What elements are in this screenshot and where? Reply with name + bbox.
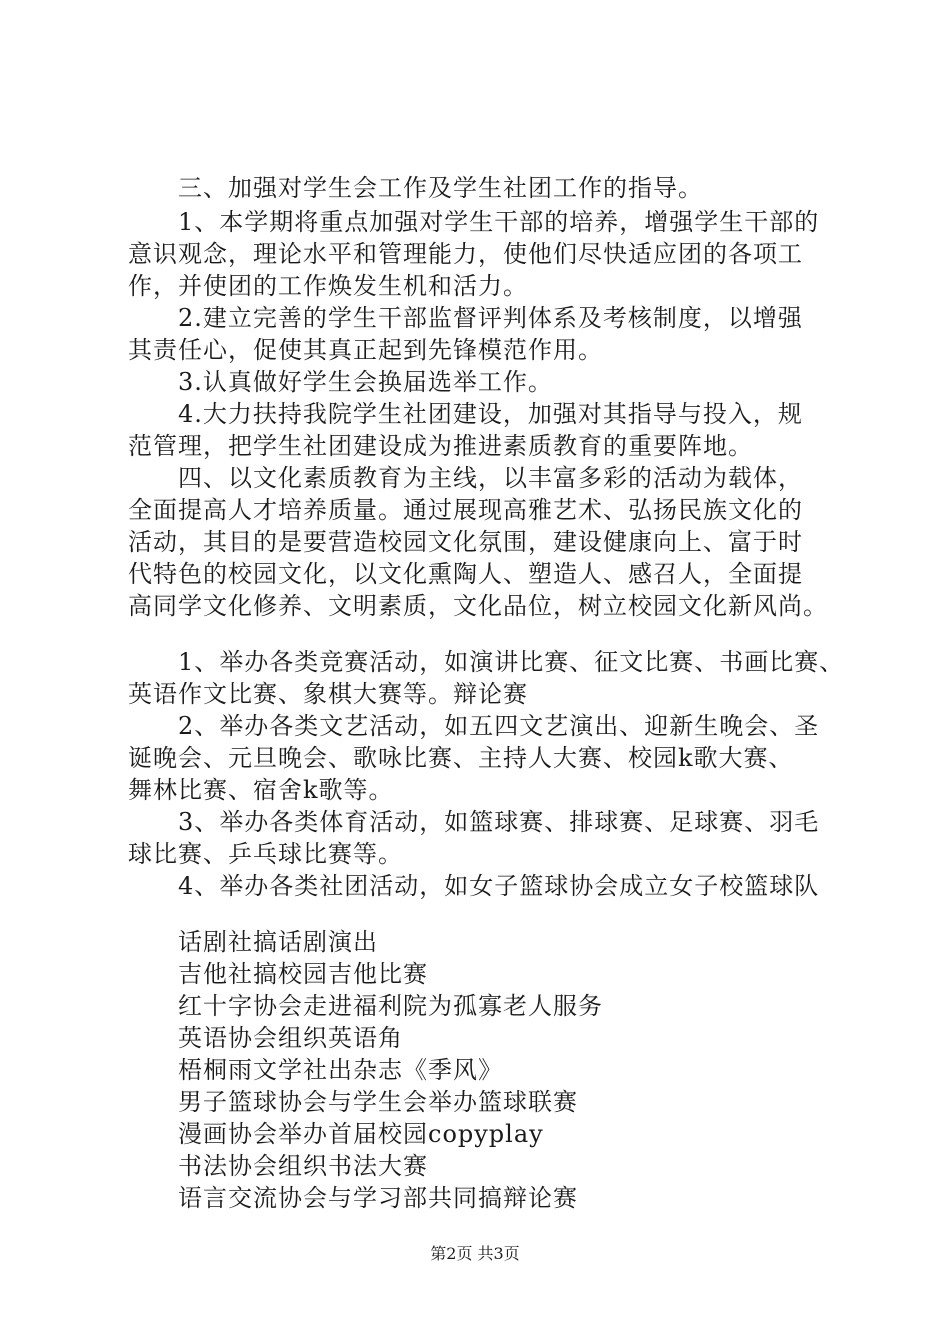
- paragraph-line: 3.认真做好学生会换届选举工作。: [178, 368, 553, 396]
- paragraph-line: 1、举办各类竞赛活动，如演讲比赛、征文比赛、书画比赛、: [178, 648, 845, 676]
- list-item: 话剧社搞话剧演出: [178, 928, 378, 956]
- paragraph-line: 作，并使团的工作焕发生机和活力。: [128, 272, 528, 300]
- paragraph-line: 4.大力扶持我院学生社团建设，加强对其指导与投入，规: [178, 400, 803, 428]
- list-item: 红十字协会走进福利院为孤寡老人服务: [178, 992, 603, 1020]
- paragraph-line: 其责任心，促使其真正起到先锋模范作用。: [128, 336, 603, 364]
- paragraph-line: 3、举办各类体育活动，如篮球赛、排球赛、足球赛、羽毛: [178, 808, 820, 836]
- paragraph-line: 范管理，把学生社团建设成为推进素质教育的重要阵地。: [128, 432, 753, 460]
- paragraph-line: 诞晚会、元旦晚会、歌咏比赛、主持人大赛、校园k歌大赛、: [128, 744, 794, 772]
- page-number-footer: 第2页 共3页: [430, 1244, 520, 1263]
- paragraph-line: 代特色的校园文化，以文化熏陶人、塑造人、感召人，全面提: [128, 560, 803, 588]
- list-item: 漫画协会举办首届校园copyplay: [178, 1120, 544, 1148]
- list-item: 英语协会组织英语角: [178, 1024, 403, 1052]
- paragraph-line: 全面提高人才培养质量。通过展现高雅艺术、弘扬民族文化的: [128, 496, 803, 524]
- paragraph-line: 2.建立完善的学生干部监督评判体系及考核制度，以增强: [178, 304, 803, 332]
- list-item: 吉他社搞校园吉他比赛: [178, 960, 428, 988]
- list-item: 语言交流协会与学习部共同搞辩论赛: [178, 1184, 578, 1212]
- paragraph-line: 1、本学期将重点加强对学生干部的培养，增强学生干部的: [178, 208, 820, 236]
- list-item: 梧桐雨文学社出杂志《季风》: [178, 1056, 503, 1084]
- paragraph-line: 舞林比赛、宿舍k歌等。: [128, 776, 394, 804]
- paragraph-line: 4、举办各类社团活动，如女子篮球协会成立女子校篮球队: [178, 872, 820, 900]
- list-item: 男子篮球协会与学生会举办篮球联赛: [178, 1088, 578, 1116]
- section-heading-4: 四、以文化素质教育为主线，以丰富多彩的活动为载体，: [178, 464, 803, 492]
- paragraph-line: 意识观念，理论水平和管理能力，使他们尽快适应团的各项工: [128, 240, 803, 268]
- section-heading-3: 三、加强对学生会工作及学生社团工作的指导。: [178, 174, 703, 202]
- paragraph-line: 2、举办各类文艺活动，如五四文艺演出、迎新生晚会、圣: [178, 712, 820, 740]
- paragraph-line: 活动，其目的是要营造校园文化氛围，建设健康向上、富于时: [128, 528, 803, 556]
- list-item: 书法协会组织书法大赛: [178, 1152, 428, 1180]
- paragraph-line: 球比赛、乒乓球比赛等。: [128, 840, 403, 868]
- paragraph-line: 高同学文化修养、文明素质，文化品位，树立校园文化新风尚。: [128, 592, 828, 620]
- paragraph-line: 英语作文比赛、象棋大赛等。辩论赛: [128, 680, 528, 708]
